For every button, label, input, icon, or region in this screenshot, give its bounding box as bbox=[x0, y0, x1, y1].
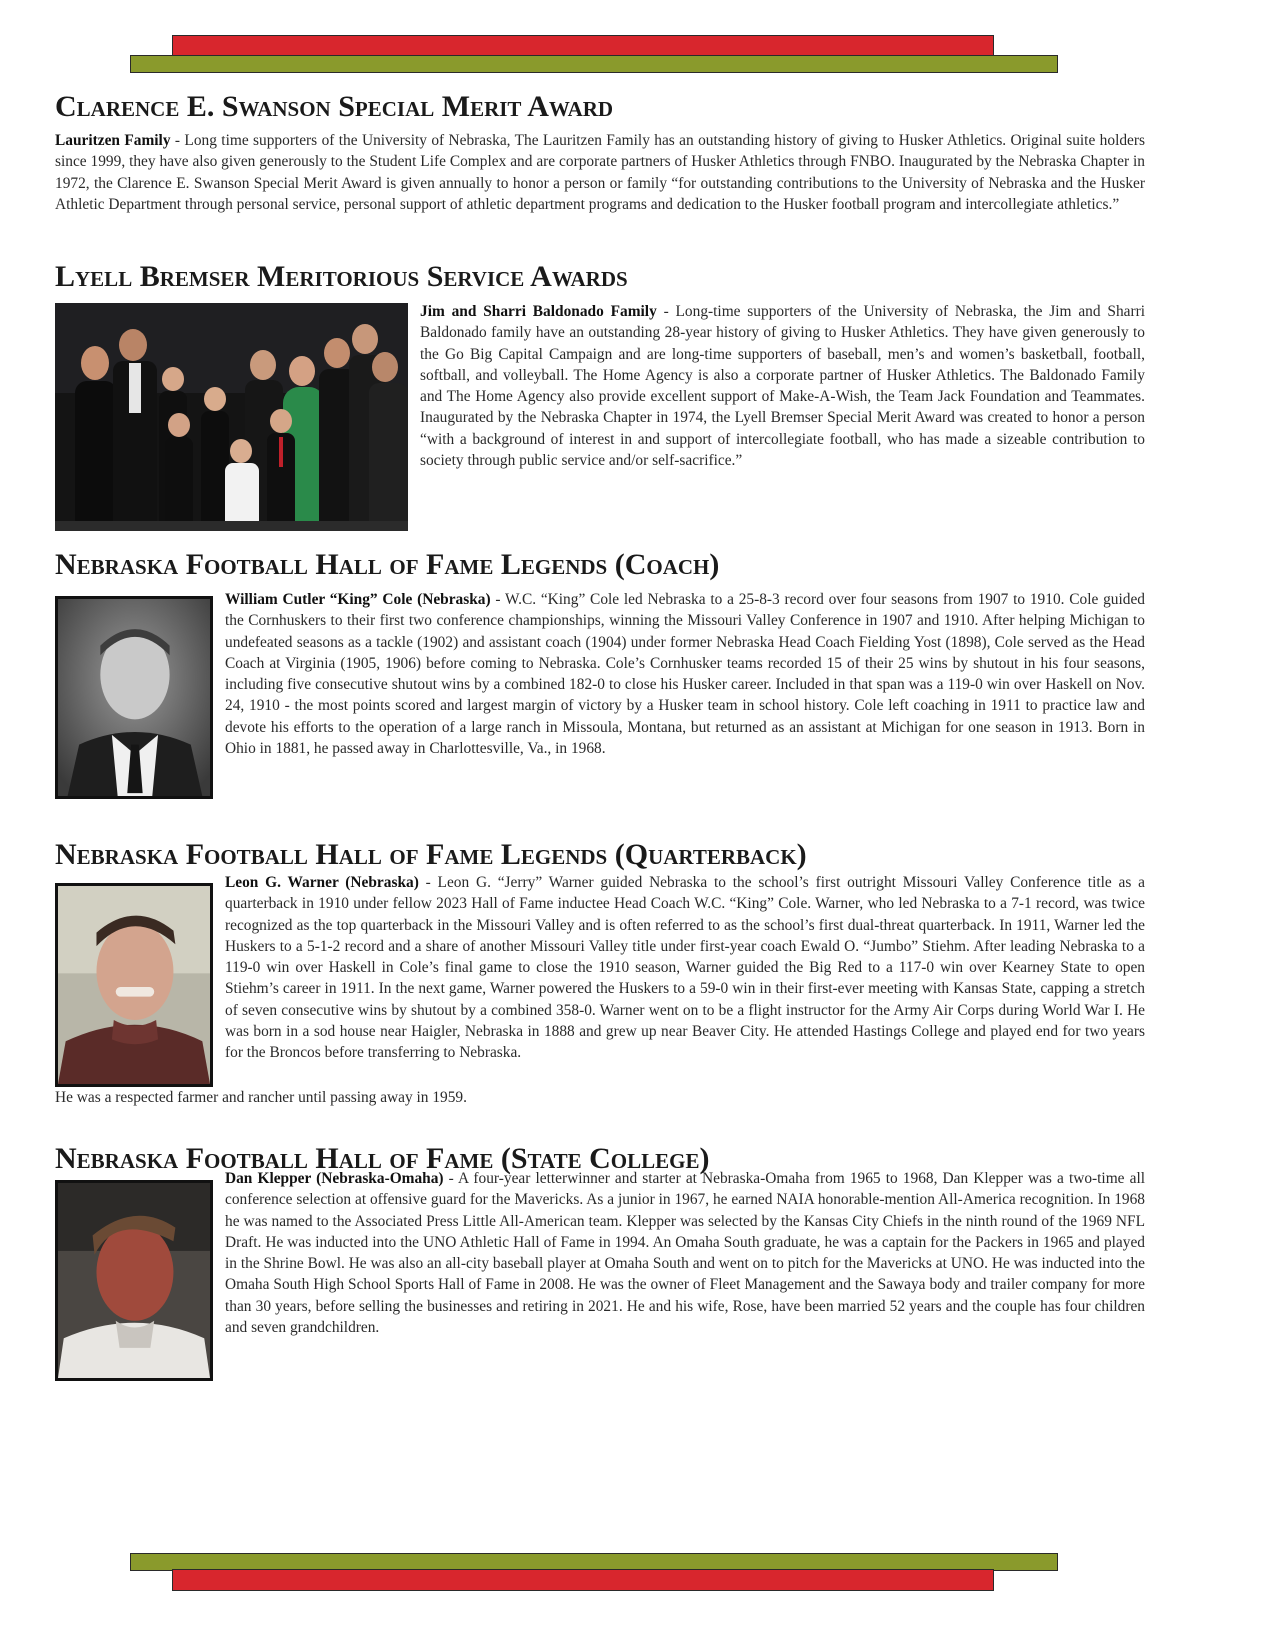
honoree-name: Lauritzen Family bbox=[55, 132, 171, 149]
section-title-legends-coach: Nebraska Football Hall of Fame Legends (Coach) bbox=[55, 548, 720, 581]
top-olive-bar bbox=[130, 55, 1058, 73]
honoree-name: Jim and Sharri Baldonado Family bbox=[420, 303, 657, 320]
honoree-bio: - Long time supporters of the University of Nebraska, The Lauritzen Family has an outstanding history of giving to Husker Athletics. Original suite holders since 1999, they have also given generously to the Student Life Complex and are corporate partners of Husker Athletics through FNBO. Inaugurated by the Nebraska Chapter in 1972, the Clarence E. Swanson Special Merit Award is given annually to honor a person or family “for outstanding contributions to the University of Nebraska and the Husker Athletic Department through personal service, personal support of athletic department programs and dedication to the Husker football program and intercollegiate athletics.” bbox=[55, 132, 1145, 213]
leon-warner-text-continued: He was a respected farmer and rancher until passing away in 1959. bbox=[55, 1089, 467, 1106]
honoree-bio: - W.C. “King” Cole led Nebraska to a 25-8-3 record over four seasons from 1907 to 1910. Cole guided the Cornhuskers to their first two conference championships, winning the Missouri Valley Conference in 1907 and 1910. After helping Michigan to undefeated seasons as a tackle (1902) and assistant coach (1904) under former Nebraska Head Coach Fielding Yost (1898), Cole served as the Head Coach at Virginia (1905, 1906) before coming to Nebraska. Cole’s Cornhusker teams recorded 15 of their 25 wins by shutout in his four seasons, including five consecutive shutout wins by a combined 182-0 to close his Husker career. Included in that span was a 119-0 win over Haskell on Nov. 24, 1910 - the most points scored and largest margin of victory by a Husker team in school history. Cole left coaching in 1911 to practice law and devote his efforts to the operation of a large ranch in Missoula, Montana, but returned as an assistant at Michigan for one season in 1913. Born in Ohio in 1881, he passed away in Charlottesville, Va., in 1968. bbox=[225, 591, 1145, 758]
bremser-awards-text bbox=[420, 301, 1145, 471]
honoree-bio: - Long-time supporters of the University of Nebraska, the Jim and Sharri Baldonado family have an outstanding 28-year history of giving to Husker Athletics. They have given generously to the Go Big Capital Campaign and are long-time supporters of baseball, men’s and women’s basketball, football, softball, and volleyball. The Home Agency is also a corporate partner of Husker Athletics. The Baldonado Family and The Home Agency also provide excellent support of Make-A-Wish, the Team Jack Foundation and Teammates. Inaugurated by the Nebraska Chapter in 1974, the Lyell Bremser Special Merit Award was created to honor a person “with a background of interest in and support of intercollegiate football, who has made a sizeable contribution to society through public service and/or self-sacrifice.” bbox=[420, 303, 1145, 470]
swanson-award-text bbox=[55, 130, 1145, 215]
leon-warner-photo bbox=[55, 883, 213, 1087]
honoree-bio: - Leon G. “Jerry” Warner guided Nebraska to the school’s first outright Missouri Valley Conference title as a quarterback in 1910 under fellow 2023 Hall of Fame inductee Head Coach W.C. “King” Cole. Warner, who led Nebraska to a 7-1 record, was twice recognized as the top quarterback in the Missouri Valley and is often referred to as the school’s first dual-threat quarterback. In 1911, Warner led the Huskers to a 5-1-2 record and a share of another Missouri Valley title under first-year coach Ewald O. “Jumbo” Stiehm. After leading Nebraska to a 119-0 win over Haskell in Cole’s final game to close the 1910 season, Warner guided the Big Red to a 117-0 win over Kearney State to open Stiehm’s career in 1911. In the next game, Warner powered the Huskers to a 59-0 win in their first-ever meeting with Kansas State, capping a stretch of seven consecutive wins by shutout by a combined 358-0. Warner went on to be a flight instructor for the Army Air Corps during World War I. He was born in a sod house near Haigler, Nebraska in 1888 and grew up near Beaver City. He attended Hastings College and played end for two years for the Broncos before transferring to Nebraska. bbox=[225, 874, 1145, 1062]
section-title-state-college: Nebraska Football Hall of Fame (State College) bbox=[55, 1142, 710, 1175]
bottom-red-bar bbox=[172, 1569, 994, 1591]
section-title-bremser-awards: Lyell Bremser Meritorious Service Awards bbox=[55, 260, 628, 293]
honoree-bio: - A four-year letterwinner and starter at Nebraska-Omaha from 1965 to 1968, Dan Klepper was a two-time all conference selection at offensive guard for the Mavericks. As a junior in 1967, he earned NAIA honorable-mention All-America recognition. In 1968 he was named to the Associated Press Little All-American team. Klepper was selected by the Kansas City Chiefs in the ninth round of the 1969 NFL Draft. He was inducted into the UNO Athletic Hall of Fame in 1994. An Omaha South graduate, he was a captain for the Packers in 1965 and played in the Shrine Bowl. He was also an all-city baseball player at Omaha South and went on to pitch for the Mavericks at UNO. He was inducted into the Omaha South High School Sports Hall of Fame in 2008. He was the owner of Fleet Management and the Sawaya body and trailer company for more than 30 years, before selling the businesses and retiring in 2021. He and his wife, Rose, have been married 52 years and the couple has four children and seven grandchildren. bbox=[225, 1170, 1145, 1337]
king-cole-photo bbox=[55, 596, 213, 799]
section-title-swanson-award: Clarence E. Swanson Special Merit Award bbox=[55, 90, 614, 123]
king-cole-text bbox=[225, 589, 1145, 759]
baldonado-family-photo bbox=[55, 303, 408, 531]
honoree-name: Dan Klepper (Nebraska-Omaha) bbox=[225, 1170, 444, 1187]
top-red-bar bbox=[172, 35, 994, 57]
dan-klepper-photo bbox=[55, 1180, 213, 1381]
section-title-legends-quarterback: Nebraska Football Hall of Fame Legends (Quarterback) bbox=[55, 838, 807, 871]
honoree-name: Leon G. Warner (Nebraska) bbox=[225, 874, 419, 891]
leon-warner-text bbox=[225, 872, 1145, 1064]
dan-klepper-text bbox=[225, 1168, 1145, 1338]
honoree-name: William Cutler “King” Cole (Nebraska) bbox=[225, 591, 491, 608]
